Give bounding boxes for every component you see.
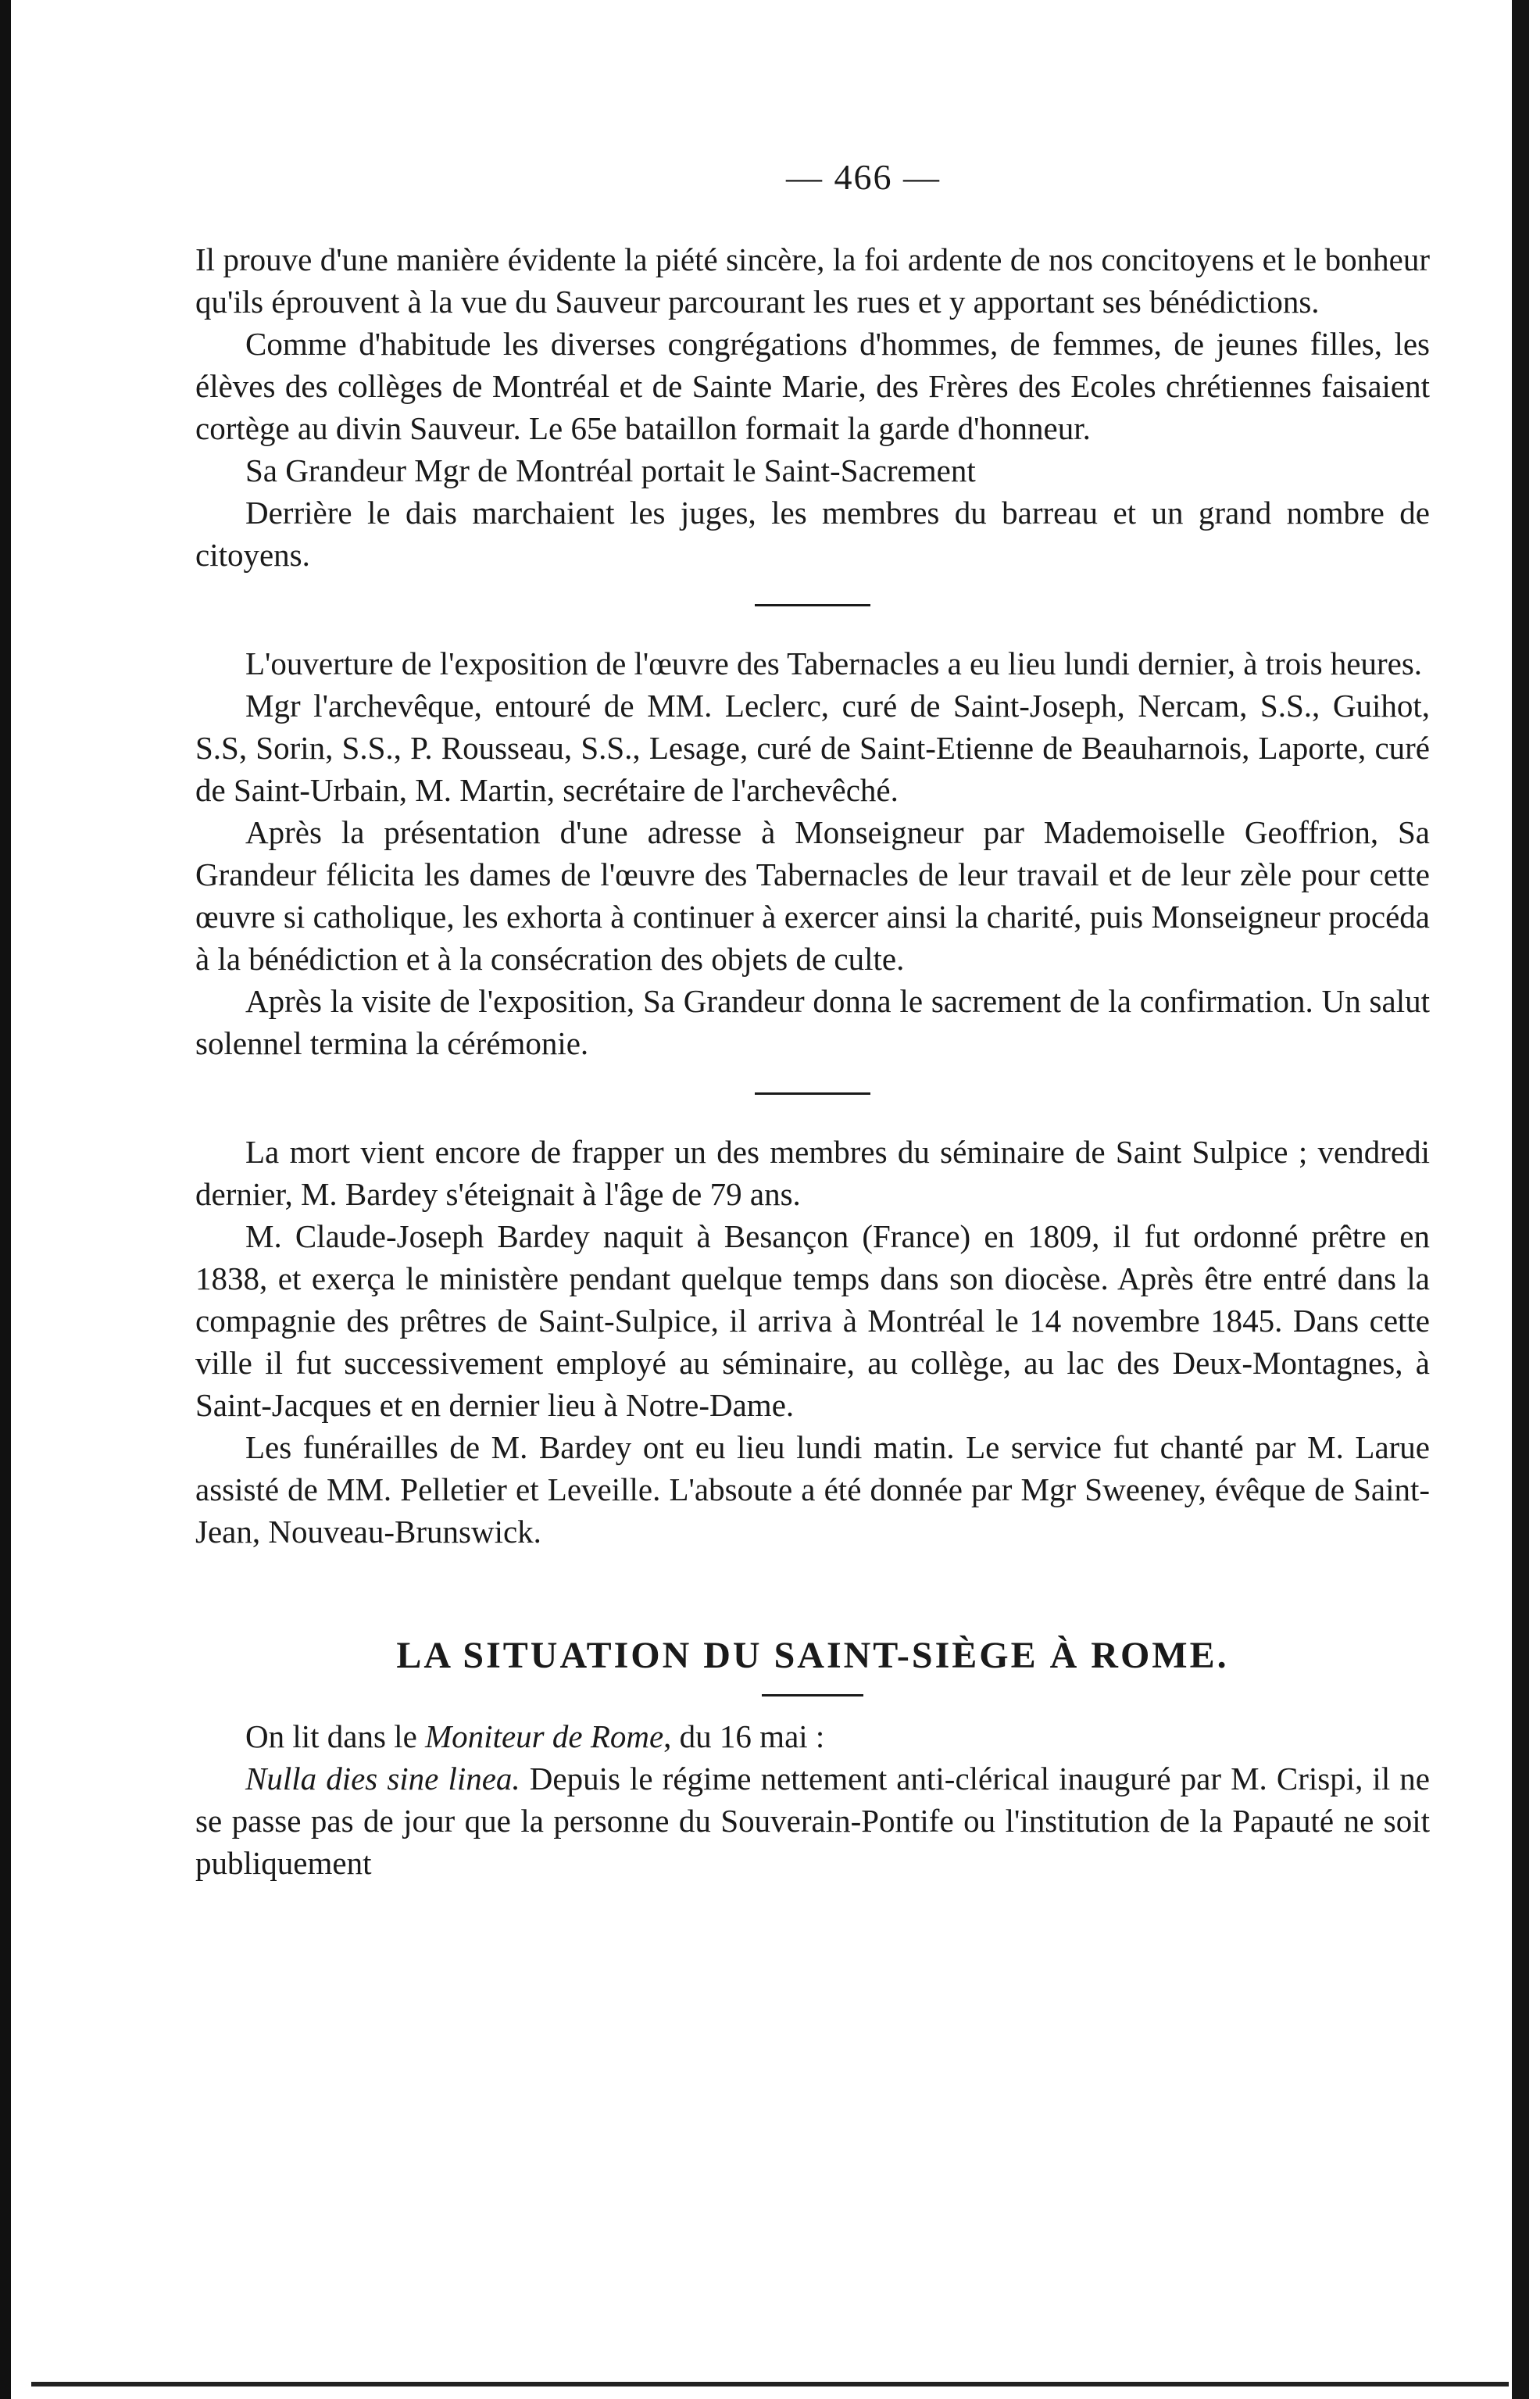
heading-underline <box>762 1694 863 1696</box>
newspaper-title: Moniteur de Rome <box>425 1718 664 1754</box>
rome-article <box>195 1715 1430 1884</box>
section-separator <box>755 604 870 606</box>
paragraph: Mgr l'archevêque, entouré de MM. Leclerc, curé de Saint-Joseph, Nercam, S.S., Guihot, S.S, Sorin, S.S., P. Rousseau, S.S., Lesage, curé de Saint-Etienne de Beauharnois, Laporte, curé de Saint-Urbain, M. Martin, secrétaire de l'archevêché. <box>195 688 1430 808</box>
left-border-rule <box>0 0 11 2399</box>
paragraph: M. Claude-Joseph Bardey naquit à Besançon (France) en 1809, il fut ordonné prêtre en 1838, et exerça le ministère pendant quelque temps dans son diocèse. Après être entré dans la compagnie des prêtres de Saint-Sulpice, il arriva à Montréal le 14 novembre 1845. Dans cette ville il fut successivement employé au séminaire, au collège, au lac des Deux-Montagnes, à Saint-Jacques et en dernier lieu à Notre-Dame. <box>195 1218 1430 1423</box>
paragraph: Après la visite de l'exposition, Sa Grandeur donna le sacrement de la confirmation. Un salut solennel termina la cérémonie. <box>195 983 1430 1061</box>
latin-motto: Nulla dies sine linea. <box>245 1761 520 1797</box>
paragraph: Sa Grandeur Mgr de Montréal portait le Saint-Sacrement <box>245 452 976 488</box>
page-number: — 466 — <box>786 157 941 197</box>
paragraph: La mort vient encore de frapper un des membres du séminaire de Saint Sulpice ; vendredi dernier, M. Bardey s'éteignait à l'âge de 79 ans. <box>195 1134 1430 1212</box>
section-separator <box>755 1092 870 1095</box>
paragraph <box>195 1715 1430 1757</box>
intro-suffix: , du 16 mai : <box>663 1718 825 1754</box>
procession-article <box>195 238 1430 576</box>
bottom-border-rule <box>31 2382 1509 2386</box>
paragraph-body: Depuis le régime nettement anti-clérical inauguré par M. Crispi, il ne se passe pas de jour que la personne du Souverain-Pontife ou l'institution de la Papauté ne soit publiquement <box>195 1761 1430 1881</box>
paragraph: Derrière le dais marchaient les juges, les membres du barreau et un grand nombre de citoyens. <box>195 495 1430 573</box>
paragraph: L'ouverture de l'exposition de l'œuvre des Tabernacles a eu lieu lundi dernier, à trois heures. <box>245 645 1423 681</box>
paragraph: Comme d'habitude les diverses congrégations d'hommes, de femmes, de jeunes filles, les élèves des collèges de Montréal et de Sainte Marie, des Frères des Ecoles chrétiennes faisaient cortège au divin Sauveur. Le 65e bataillon formait la garde d'honneur. <box>195 326 1430 446</box>
paragraph: Il prouve d'une manière évidente la piété sincère, la foi ardente de nos concitoyens et le bonheur qu'ils éprouvent à la vue du Sauveur parcourant les rues et y apportant ses bénédictions. <box>195 241 1430 320</box>
paragraph: Les funérailles de M. Bardey ont eu lieu lundi matin. Le service fut chanté par M. Larue assisté de MM. Pelletier et Leveille. L'absoute a été donnée par Mgr Sweeney, évêque de Saint-Jean, Nouveau-Brunswick. <box>195 1429 1430 1550</box>
tabernacles-article <box>195 642 1430 1064</box>
intro-prefix: On lit dans le <box>245 1718 426 1754</box>
section-heading: LA SITUATION DU SAINT-SIÈGE À ROME. <box>396 1635 1229 1676</box>
page-body <box>195 133 1430 1884</box>
paragraph: Après la présentation d'une adresse à Monseigneur par Mademoiselle Geoffrion, Sa Grandeur félicita les dames de l'œuvre des Tabernacles de leur travail et de leur zèle pour cette œuvre si catholique, les exhorta à continuer à exercer ainsi la charité, puis Monseigneur procéda à la bénédiction et à la consécration des objets de culte. <box>195 814 1430 977</box>
obituary-article <box>195 1131 1430 1553</box>
right-border-rule <box>1512 0 1529 2399</box>
paragraph <box>195 1757 1430 1884</box>
